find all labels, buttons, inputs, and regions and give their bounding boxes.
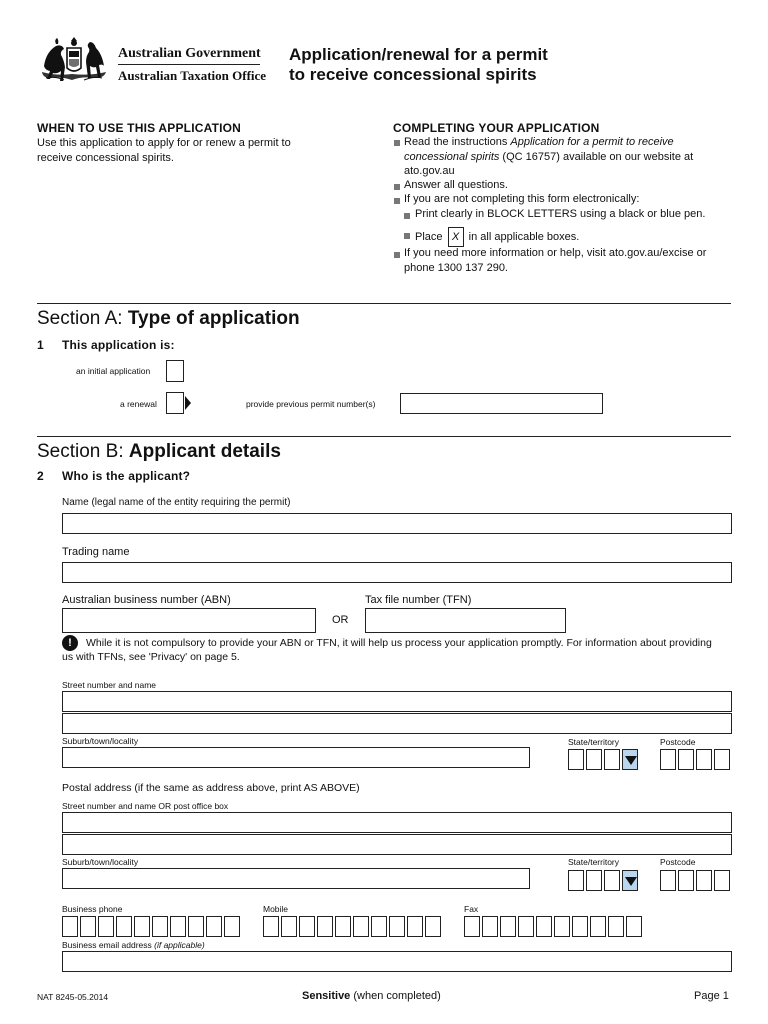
notice-text: While it is not compulsory to provide your ABN or TFN, it will help us process your application promptly. For information about providing us with TFNs, see 'Privacy' on page 5. <box>62 637 712 663</box>
gov-divider <box>118 64 260 65</box>
character-cell[interactable] <box>518 916 534 937</box>
mobile-label: Mobile <box>263 904 289 914</box>
postal-postcode-label: Postcode <box>660 857 696 867</box>
character-cell[interactable] <box>696 749 712 770</box>
bullet-icon <box>404 213 410 219</box>
character-cell[interactable] <box>152 916 168 937</box>
postal-street-input-line2[interactable] <box>62 834 732 855</box>
completing-bullet-2: Answer all questions. <box>404 179 508 191</box>
state-label: State/territory <box>568 737 620 747</box>
prev-permit-input[interactable] <box>400 393 603 414</box>
q1-number: 1 <box>37 338 44 352</box>
character-cell[interactable] <box>586 870 602 891</box>
character-cell[interactable] <box>98 916 114 937</box>
suburb-input[interactable] <box>62 747 530 768</box>
abn-input[interactable] <box>62 608 316 633</box>
bullet-icon <box>394 198 400 204</box>
coat-of-arms-icon <box>36 36 112 86</box>
character-cell[interactable] <box>170 916 186 937</box>
character-cell[interactable] <box>317 916 333 937</box>
form-title-line1: Application/renewal for a permit <box>289 45 548 64</box>
section-b-rule <box>37 436 731 437</box>
postal-suburb-label: Suburb/town/locality <box>62 857 139 867</box>
initial-option-label: an initial application <box>76 366 151 376</box>
character-cell[interactable] <box>116 916 132 937</box>
email-input[interactable] <box>62 951 732 972</box>
character-cell[interactable] <box>586 749 602 770</box>
postcode-label: Postcode <box>660 737 696 747</box>
bullet-icon <box>394 252 400 258</box>
sensitive-label: Sensitive (when completed) <box>302 990 441 1002</box>
abn-label: Australian business number (ABN) <box>62 594 231 606</box>
business-phone-label: Business phone <box>62 904 123 914</box>
character-cell[interactable] <box>353 916 369 937</box>
character-cell[interactable] <box>568 870 584 891</box>
email-label: Business email address (if applicable) <box>62 940 205 950</box>
postal-suburb-input[interactable] <box>62 868 530 889</box>
character-cell[interactable] <box>482 916 498 937</box>
character-cell[interactable] <box>608 916 624 937</box>
character-cell[interactable] <box>263 916 279 937</box>
mobile-input[interactable] <box>263 916 441 937</box>
character-cell[interactable] <box>80 916 96 937</box>
form-code: NAT 8245-05.2014 <box>37 992 109 1002</box>
q2-number: 2 <box>37 469 44 483</box>
tfn-label: Tax file number (TFN) <box>365 594 472 606</box>
trading-name-input[interactable] <box>62 562 732 583</box>
bullet-icon <box>394 184 400 190</box>
suburb-label: Suburb/town/locality <box>62 736 139 746</box>
character-cell[interactable] <box>590 916 606 937</box>
business-phone-input[interactable] <box>62 916 240 937</box>
example-x-box: X <box>448 227 464 247</box>
section-a-rule <box>37 303 731 304</box>
form-title-line2: to receive concessional spirits <box>289 65 537 84</box>
character-cell[interactable] <box>464 916 480 937</box>
postal-postcode-input[interactable] <box>660 870 730 891</box>
form-title <box>289 45 548 85</box>
postal-state-label: State/territory <box>568 857 620 867</box>
when-text: Use this application to apply for or renew a permit to receive concessional spirits. <box>37 137 291 164</box>
character-cell[interactable] <box>134 916 150 937</box>
postal-state-dropdown-icon[interactable] <box>622 870 638 891</box>
character-cell[interactable] <box>206 916 222 937</box>
character-cell[interactable] <box>714 749 730 770</box>
postcode-input[interactable] <box>660 749 730 770</box>
ato-name: Australian Taxation Office <box>118 68 267 83</box>
character-cell[interactable] <box>500 916 516 937</box>
fax-label: Fax <box>464 904 479 914</box>
character-cell[interactable] <box>62 916 78 937</box>
character-cell[interactable] <box>714 870 730 891</box>
character-cell[interactable] <box>660 870 676 891</box>
page-number: Page 1 <box>694 990 729 1002</box>
q2-text: Who is the applicant? <box>62 469 191 483</box>
character-cell[interactable] <box>626 916 642 937</box>
when-heading: WHEN TO USE THIS APPLICATION <box>37 121 242 135</box>
name-input[interactable] <box>62 513 732 534</box>
street-input-line1[interactable] <box>62 691 732 712</box>
completing-bullet-1: Read the instructions Application for a permit to receive concessional spirits (QC 16757) available on our website at ato.gov.au <box>404 136 694 177</box>
section-a-title: Section A: Type of application <box>37 308 300 329</box>
postal-state-input[interactable] <box>568 870 620 891</box>
tfn-input[interactable] <box>365 608 566 633</box>
character-cell[interactable] <box>425 916 441 937</box>
postal-street-label: Street number and name OR post office box <box>62 801 229 811</box>
bullet-icon <box>404 233 410 239</box>
important-icon: ! <box>62 635 78 651</box>
character-cell[interactable] <box>568 749 584 770</box>
character-cell[interactable] <box>389 916 405 937</box>
q1-text: This application is: <box>62 338 175 352</box>
initial-application-checkbox[interactable] <box>166 360 184 382</box>
renewal-checkbox[interactable] <box>166 392 184 414</box>
character-cell[interactable] <box>660 749 676 770</box>
renewal-option-label: a renewal <box>120 399 157 409</box>
character-cell[interactable] <box>281 916 297 937</box>
completing-bullet-3a: Print clearly in BLOCK LETTERS using a black or blue pen. <box>415 208 706 220</box>
character-cell[interactable] <box>536 916 552 937</box>
character-cell[interactable] <box>604 749 620 770</box>
character-cell[interactable] <box>299 916 315 937</box>
state-dropdown-icon[interactable] <box>622 749 638 770</box>
section-b-title: Section B: Applicant details <box>37 441 281 462</box>
character-cell[interactable] <box>678 749 694 770</box>
postal-street-input-line1[interactable] <box>62 812 732 833</box>
character-cell[interactable] <box>572 916 588 937</box>
street-input-line2[interactable] <box>62 713 732 734</box>
character-cell[interactable] <box>335 916 351 937</box>
state-input[interactable] <box>568 749 620 770</box>
postal-address-label: Postal address (if the same as address above, print AS ABOVE) <box>62 782 360 794</box>
character-cell[interactable] <box>678 870 694 891</box>
or-label: OR <box>332 614 349 626</box>
character-cell[interactable] <box>554 916 570 937</box>
name-label: Name (legal name of the entity requiring the permit) <box>62 497 291 508</box>
character-cell[interactable] <box>188 916 204 937</box>
bullet-icon <box>394 140 400 146</box>
character-cell[interactable] <box>604 870 620 891</box>
arrow-right-icon <box>185 396 191 410</box>
completing-bullet-3b: Place X in all applicable boxes. <box>415 227 579 247</box>
completing-heading: COMPLETING YOUR APPLICATION <box>393 121 600 135</box>
street-label: Street number and name <box>62 680 157 690</box>
gov-name: Australian Government <box>118 46 261 61</box>
character-cell[interactable] <box>696 870 712 891</box>
fax-input[interactable] <box>464 916 642 937</box>
character-cell[interactable] <box>224 916 240 937</box>
prev-permit-label: provide previous permit number(s) <box>246 399 376 409</box>
character-cell[interactable] <box>371 916 387 937</box>
trading-name-label: Trading name <box>62 546 130 558</box>
completing-bullet-4: If you need more information or help, visit ato.gov.au/excise or phone 1300 137 290. <box>404 247 707 274</box>
character-cell[interactable] <box>407 916 423 937</box>
completing-bullet-3: If you are not completing this form electronically: <box>404 193 640 205</box>
